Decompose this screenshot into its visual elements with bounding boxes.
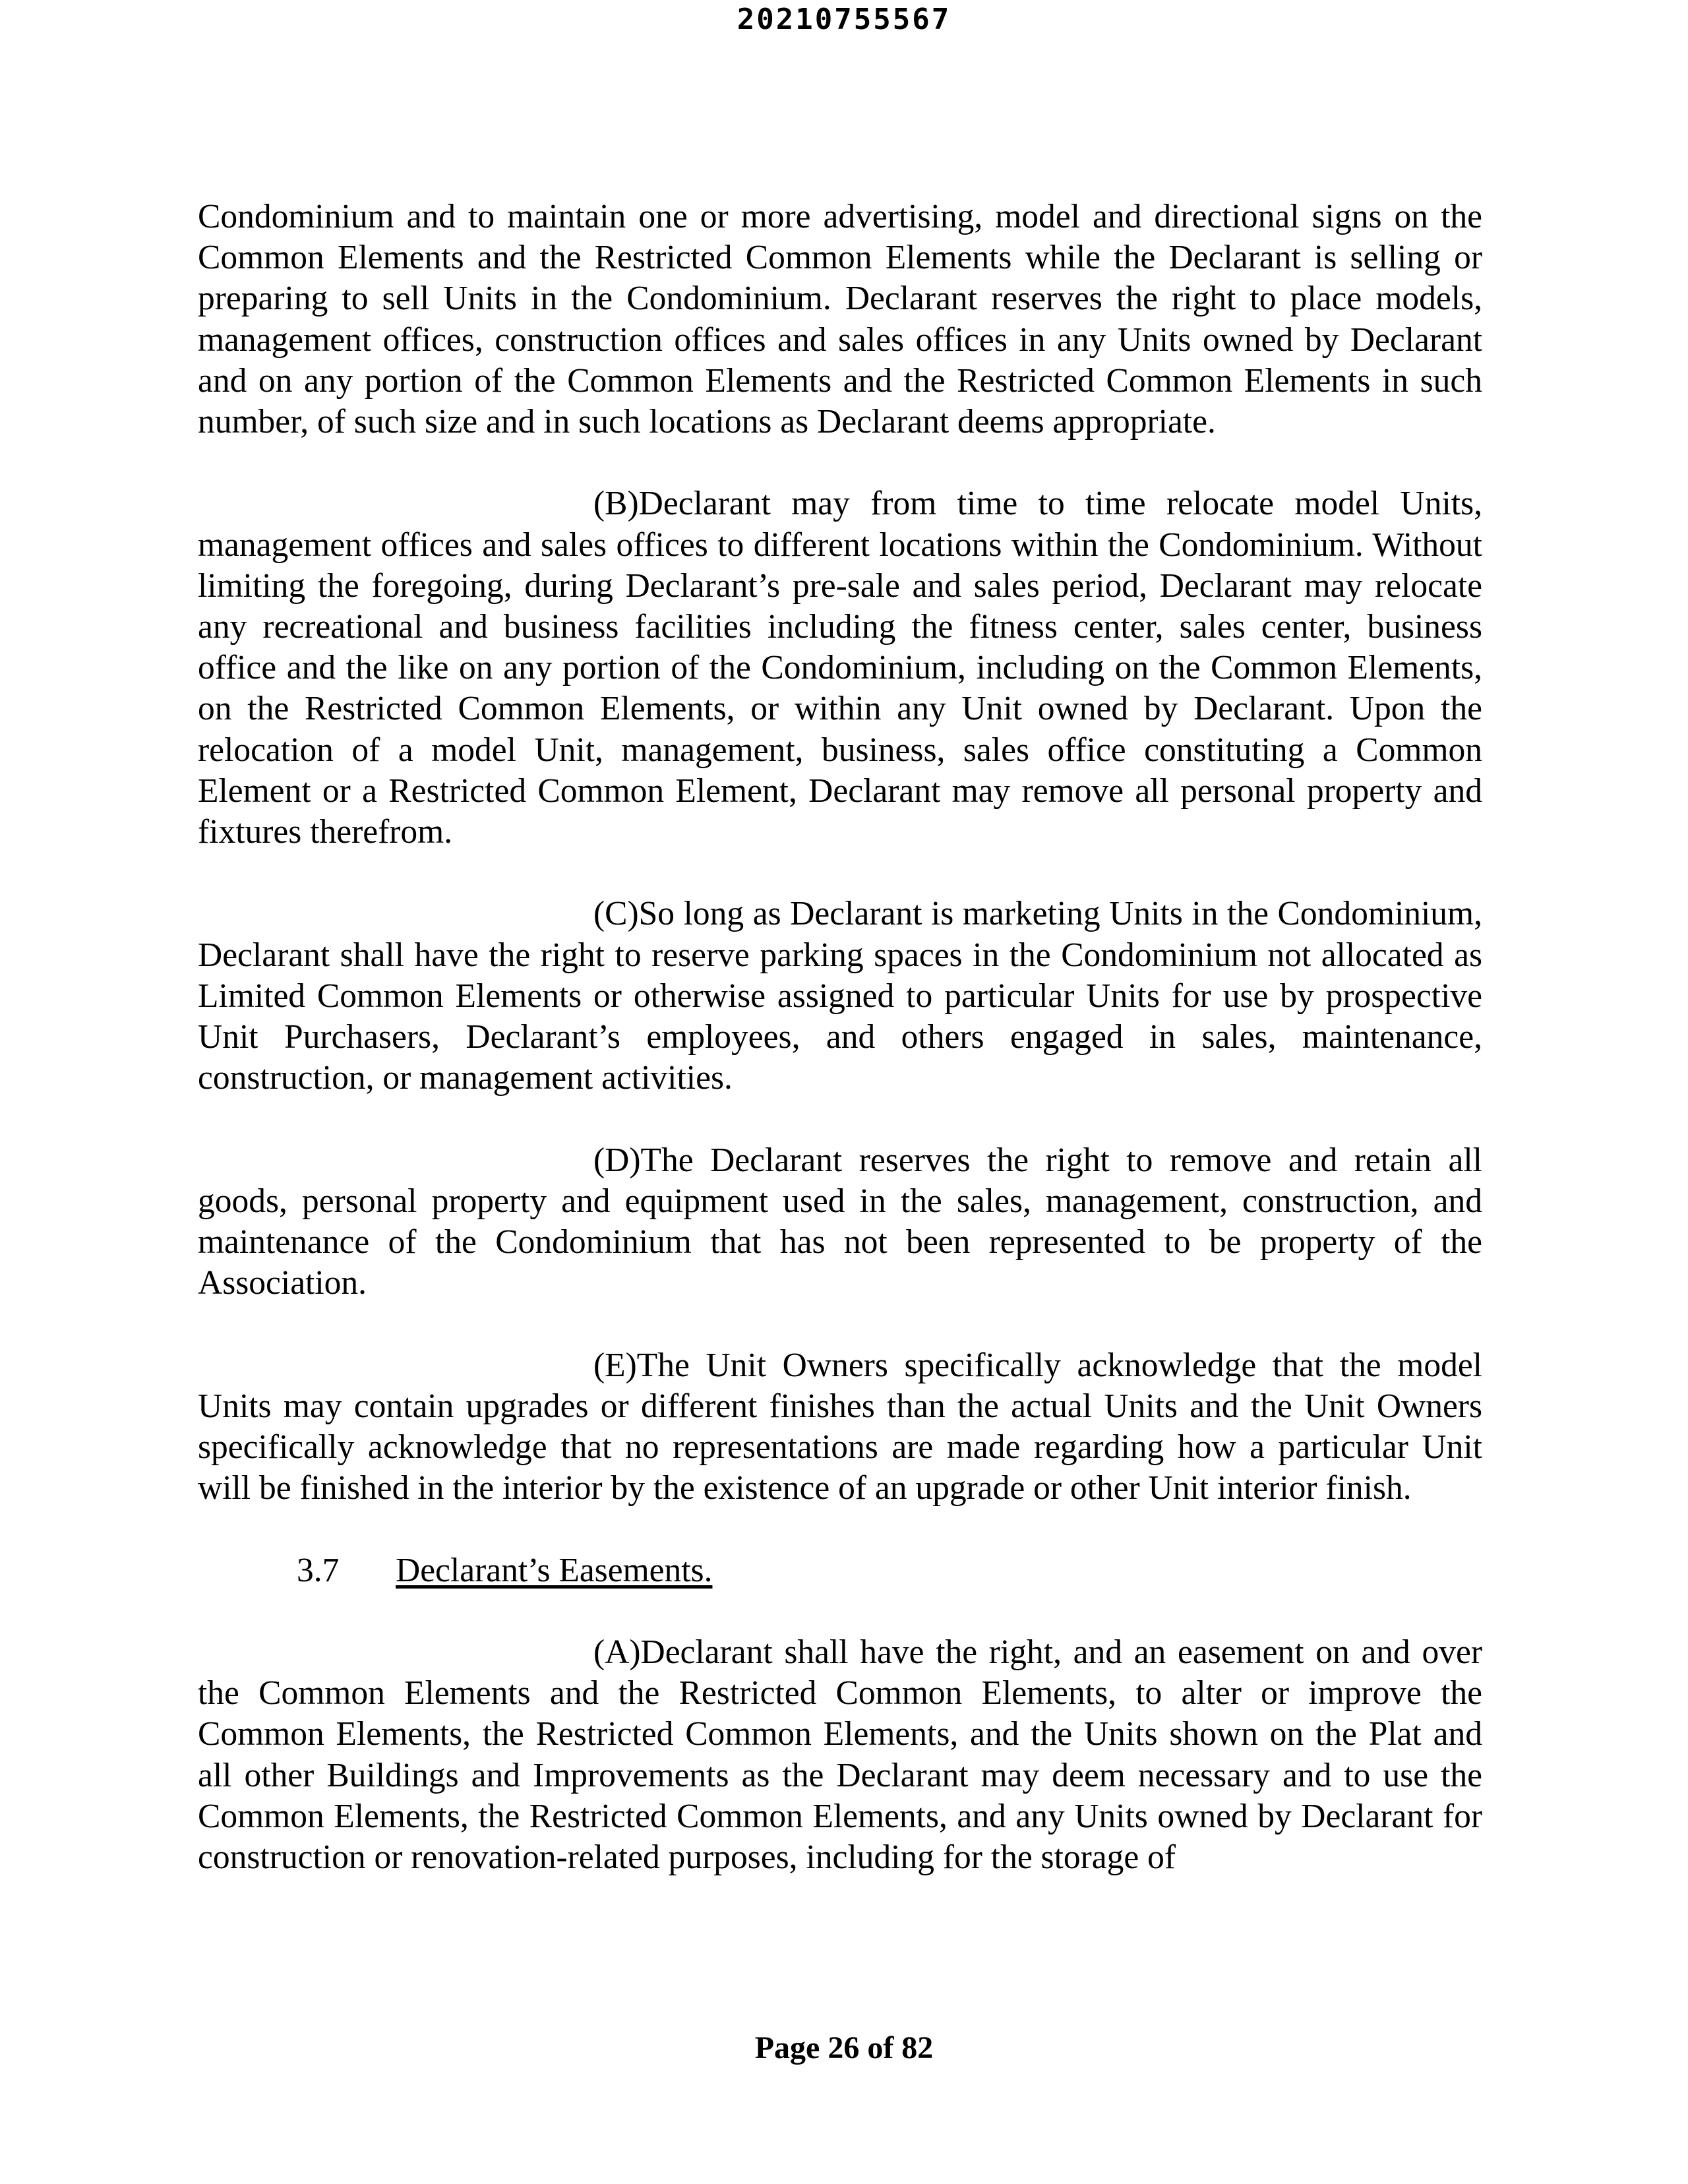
document-number: 20210755567 (737, 3, 951, 36)
paragraph-d-text: The Declarant reserves the right to remove and retain all goods, personal property and equipment used in the sales, management, construction, and maintenance of the Condominium that has not been represented to be property of the Association. (198, 1141, 1482, 1302)
paragraph-e (198, 1345, 1482, 1509)
paragraph-3-7-a (198, 1632, 1482, 1878)
paragraph-b (198, 483, 1482, 853)
intro-paragraph: Condominium and to maintain one or more advertising, model and directional signs on the Common Elements and the Restricted Common Elements while the Declarant is selling or preparing to sell Units in the Condominium. Declarant reserves the right to place models, management offices, construction offices and sales offices in any Units owned by Declarant and on any portion of the Common Elements and the Restricted Common Elements in such number, of such size and in such locations as Declarant deems appropriate. (198, 198, 1482, 441)
paragraph-d (198, 1140, 1482, 1304)
document-body (198, 197, 1482, 1919)
paragraph-e-label: (E) (593, 1346, 637, 1384)
paragraph-e-text: The Unit Owners specifically acknowledge that the model Units may contain upgrades or different finishes than the actual Units and the Unit Owners specifically acknowledge that no representations are made regarding how a particular Unit will be finished in the interior by the existence of an upgrade or other Unit interior finish. (198, 1346, 1482, 1507)
paragraph-c (198, 894, 1482, 1099)
paragraph-d-label: (D) (593, 1141, 641, 1179)
paragraph-3-7-a-text: Declarant shall have the right, and an easement on and over the Common Elements and the Restricted Common Elements, to alter or improve the Common Elements, the Restricted Common Elements, and the Units shown on the Plat and all other Buildings and Improvements as the Declarant may deem necessary and to use the Common Elements, the Restricted Common Elements, and any Units owned by Declarant for construction or renovation-related purposes, including for the storage of (198, 1633, 1482, 1877)
paragraph-c-text: So long as Declarant is marketing Units in the Condominium, Declarant shall have the right to reserve parking spaces in the Condominium not allocated as Limited Common Elements or otherwise assigned to particular Units for use by prospective Unit Purchasers, Declarant’s employees, and others engaged in sales, maintenance, construction, or management activities. (198, 895, 1482, 1097)
section-title: Declarant’s Easements. (396, 1551, 713, 1589)
page-number: Page 26 of 82 (754, 2030, 934, 2065)
paragraph-b-text: Declarant may from time to time relocate model Units, management offices and sales offices to different locations within the Condominium. Without limiting the foregoing, during Declarant’s pre-sale and sales period, Declarant may relocate any recreational and business facilities including the fitness center, sales center, business office and the like on any portion of the Condominium, including on the Common Elements, on the Restricted Common Elements, or within any Unit owned by Declarant. Upon the relocation of a model Unit, management, business, sales office constituting a Common Element or a Restricted Common Element, Declarant may remove all personal property and fixtures therefrom. (198, 485, 1482, 851)
section-number: 3.7 (297, 1551, 340, 1589)
paragraph-b-label: (B) (593, 485, 639, 523)
paragraph-3-7-a-label: (A) (593, 1633, 641, 1672)
paragraph-c-label: (C) (593, 895, 639, 933)
section-heading-3-7 (198, 1550, 1482, 1591)
